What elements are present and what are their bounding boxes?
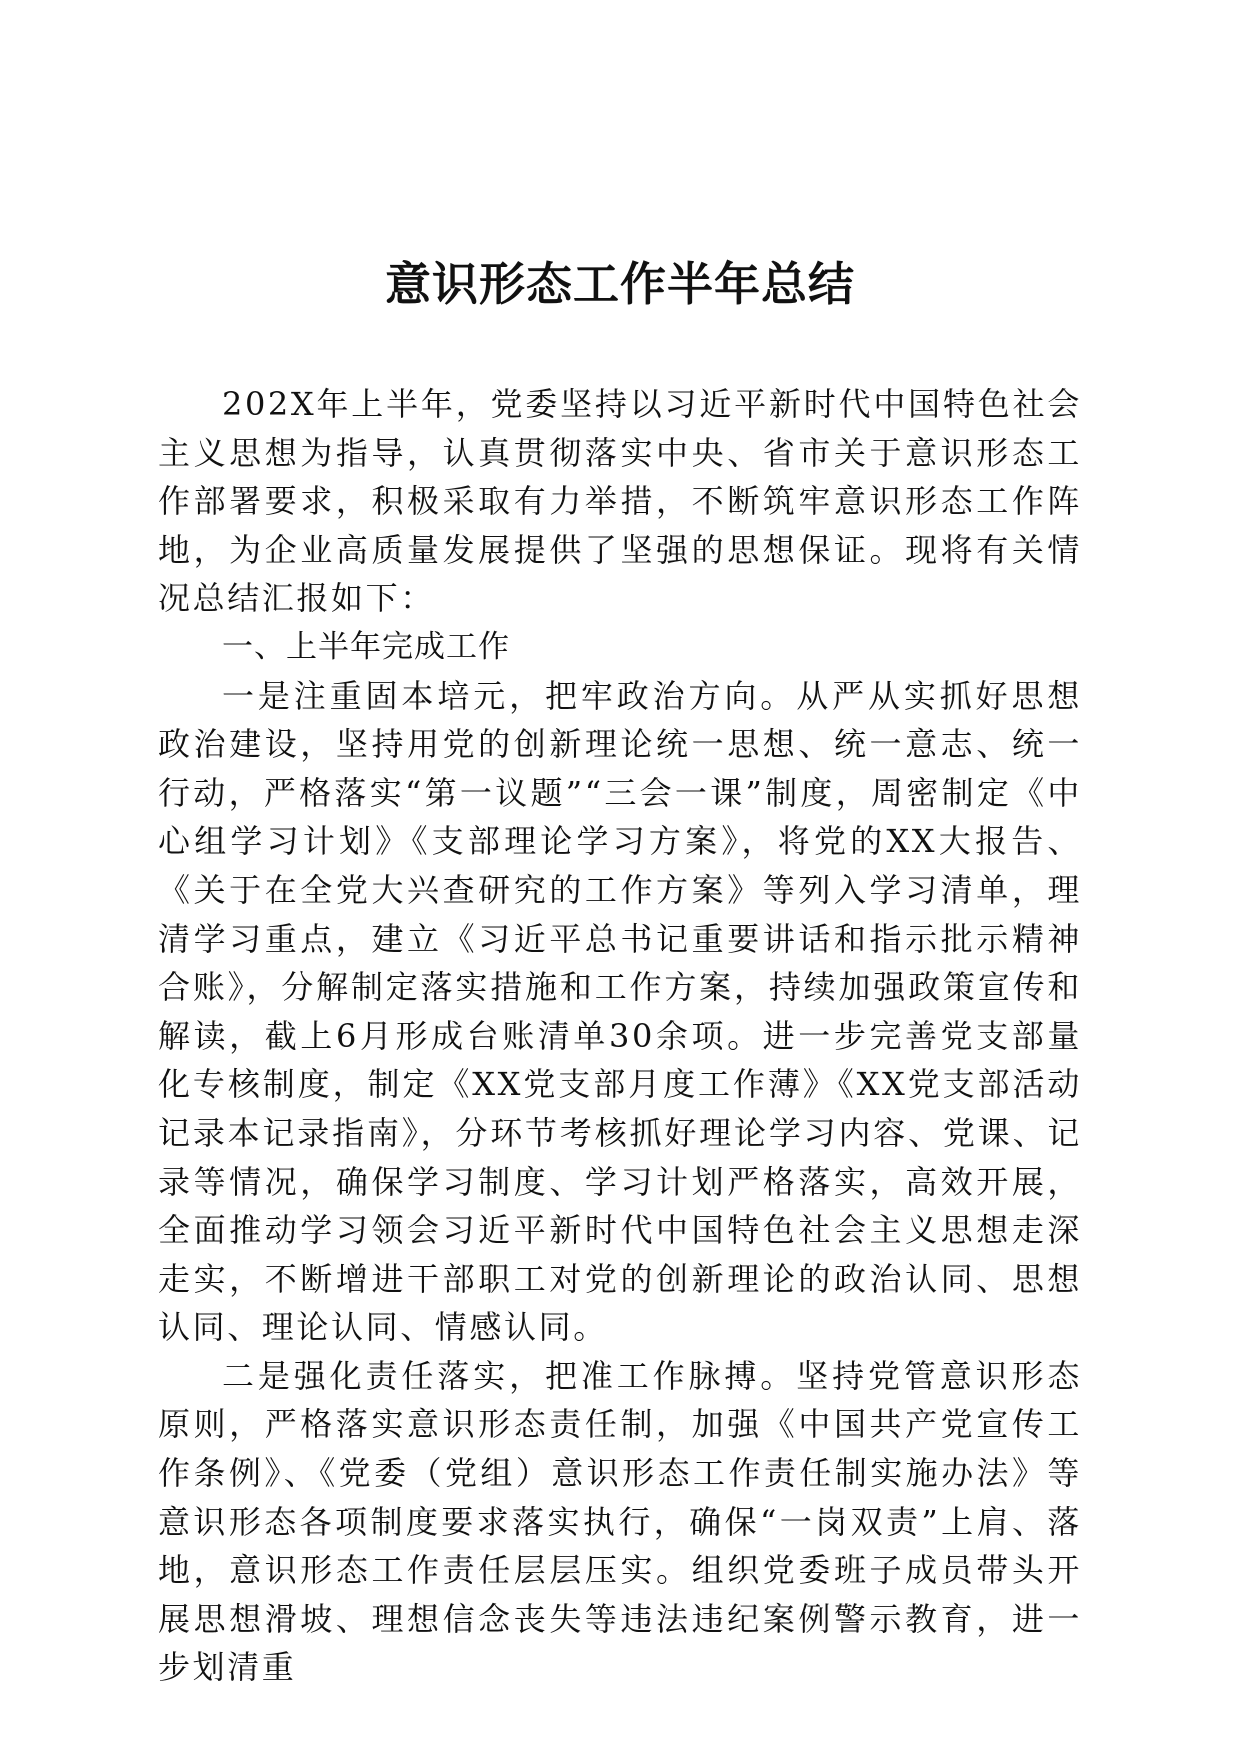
body-paragraph: 一是注重固本培元，把牢政治方向。从严从实抓好思想政治建设，坚持用党的创新理论统一思想、统一意志、统一行动，严格落实“第一议题”“三会一课”制度，周密制定《中心组学习计划》《支部理论学习方案》，将党的XX大报告、《关于在全党大兴查研究的工作方案》等列入学习清单，理清学习重点，建立《习近平总书记重要讲话和指示批示精神合账》，分解制定落实措施和工作方案，持续加强政策宣传和解读，截上6月形成台账清单30余项。进一步完善党支部量化专核制度，制定《XX党支部月度工作薄》《XX党支部活动记录本记录指南》，分环节考核抓好理论学习内容、党课、记录等情况，确保学习制度、学习计划严格落实，高效开展，全面推动学习领会习近平新时代中国特色社会主义思想走深走实，不断增进干部职工对党的创新理论的政治认同、思想认同、理论认同、情感认同。	[158, 676, 1082, 1347]
document-title: 意识形态工作半年总结	[385, 257, 855, 311]
section-heading: 一、上半年完成工作	[222, 628, 510, 665]
body-paragraph: 二是强化责任落实，把准工作脉搏。坚持党管意识形态原则，严格落实意识形态责任制，加强《中国共产党宣传工作条例》、《党委（党组）意识形态工作责任制实施办法》等意识形态各项制度要求落实执行，确保“一岗双责”上肩、落地，意识形态工作责任层层压实。组织党委班子成员带头开展思想滑坡、理想信念丧失等违法违纪案例警示教育，进一步划清重	[158, 1356, 1082, 1687]
document-body	[158, 380, 1082, 1692]
intro-paragraph: 202X年上半年，党委坚持以习近平新时代中国特色社会主义思想为指导，认真贯彻落实中央、省市关于意识形态工作部署要求，积极采取有力举措，不断筑牢意识形态工作阵地，为企业高质量发展提供了坚强的思想保证。现将有关情况总结汇报如下：	[158, 385, 1082, 618]
